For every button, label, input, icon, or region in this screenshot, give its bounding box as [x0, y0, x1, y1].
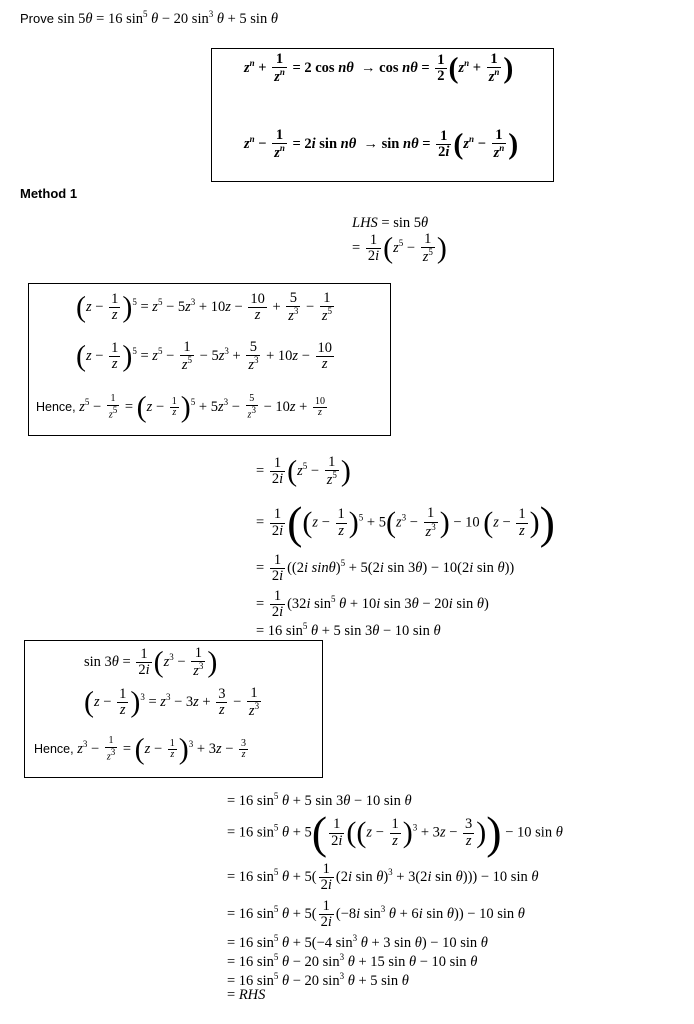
binomial-5-line2: (z − $\frac{1}{z}$ )$^5 = z^5$ − $\frac{1}{z^5}$ − $5z^3$ + $\frac{5}{z^3}$ + 10z − $\frac{10}{z}$ — [76, 339, 332, 374]
sin3-line2: (z − $\frac{1}{z}$ )$^3 = z^3 - 3z$ + $\frac{3}{z}$ − $\frac{1}{z^3}$ — [84, 685, 260, 720]
step-a-1: = $\frac{1}{2i}$ ($z^5$ − $\frac{1}{z^5}$ ) — [256, 454, 351, 489]
binomial-5-line1: (z − $\frac{1}{z}$ )$^5 = z^5 - 5z^3 + 10z$ − $\frac{10}{z}$ + $\frac{5}{z^3}$ − $\frac{1}{z^5}$ — [76, 290, 332, 325]
step-a-2: = $\frac{1}{2i}$ ((z − $\frac{1}{z}$ )$^5 + 5(z^3$ − $\frac{1}{z^3}$ ) − 10 (z − $\frac{1}{z}$ )) — [256, 497, 555, 548]
step-a-5: = 16 $\sin^5 \theta + 5$ sin 3θ − 10 sin θ — [256, 621, 441, 639]
sin3-hence: Hence, $z^3$ − $\frac{1}{z^3}$ = (z − $\frac{1}{z}$ )$^3$ + 3z − $\frac{3}{z}$ — [34, 732, 247, 766]
binomial-5-hence: Hence, $z^5$ − $\frac{1}{z^5}$ = (z − $\frac{1}{z}$ )$^5 + 5z^3$ − $\frac{5}{z^3}$ − 10z + $\frac{10}{z}$ — [36, 390, 325, 424]
step-b-8: = RHS — [227, 987, 266, 1003]
step-b-1: = 16 $\sin^5 \theta + 5$ sin 3θ − 10 sin θ — [227, 791, 412, 809]
step-b-7: = 16 $\sin^5 \theta - 20$ $\sin^3 \theta + 5$ sin θ — [227, 971, 409, 989]
lhs-expanded: = $\frac{1}{2i}$ ($z^5$ − $\frac{1}{z^5}$ ) — [352, 231, 447, 266]
sin3-line1: sin 3θ = $\frac{1}{2i}$ ($z^3$ − $\frac{1}{z^3}$ ) — [84, 645, 218, 680]
page-title: Prove sin 5θ = 16 $\sin^5 \theta - 20$ $\sin^3 \theta + 5$ sin θ — [20, 9, 278, 27]
step-b-3: = 16 $\sin^5 \theta + 5$( $\frac{1}{2i}$ (2i sin θ)$^3$ + 3(2i sin θ))) − 10 sin θ — [227, 861, 539, 894]
step-b-4: = 16 $\sin^5 \theta + 5$( $\frac{1}{2i}$ (−8i $\sin^3 \theta + 6i$ sin θ)) − 10 sin θ — [227, 898, 525, 931]
method-heading: Method 1 — [20, 186, 78, 201]
step-a-4: = $\frac{1}{2i}$ (32i $\sin^5 \theta + 10i$ sin 3θ − 20i sin θ) — [256, 588, 489, 621]
lhs-line: LHS = sin 5θ — [352, 215, 429, 231]
step-b-6: = 16 $\sin^5 \theta - 20$ $\sin^3 \theta + 15$ sin θ − 10 sin θ — [227, 952, 478, 970]
identity-sin: $z^n$ − $\frac{1}{z^n}$ = 2i sin nθ → sin nθ = $\frac{1}{2i}$ ($z^n$ − $\frac{1}{z^n}$ ) — [244, 127, 519, 162]
identity-cos: $z^n$ + $\frac{1}{z^n}$ = 2 cos nθ → cos nθ = $\frac{1}{2}$ ($z^n$ + $\frac{1}{z^n}$ ) — [244, 51, 514, 86]
step-b-2: = 16 $\sin^5 \theta + 5$( $\frac{1}{2i}$ ((z − $\frac{1}{z}$ )$^3$ + 3z − $\frac{3}{z}$ )) − 10 sin θ — [227, 807, 563, 858]
step-a-3: = $\frac{1}{2i}$ ((2i sinθ)$^5$ + 5(2i sin 3θ) − 10(2i sin θ)) — [256, 552, 515, 585]
step-b-5: = 16 $\sin^5 \theta + 5(-4$ $\sin^3 \theta + 3$ sin θ) − 10 sin θ — [227, 933, 488, 951]
